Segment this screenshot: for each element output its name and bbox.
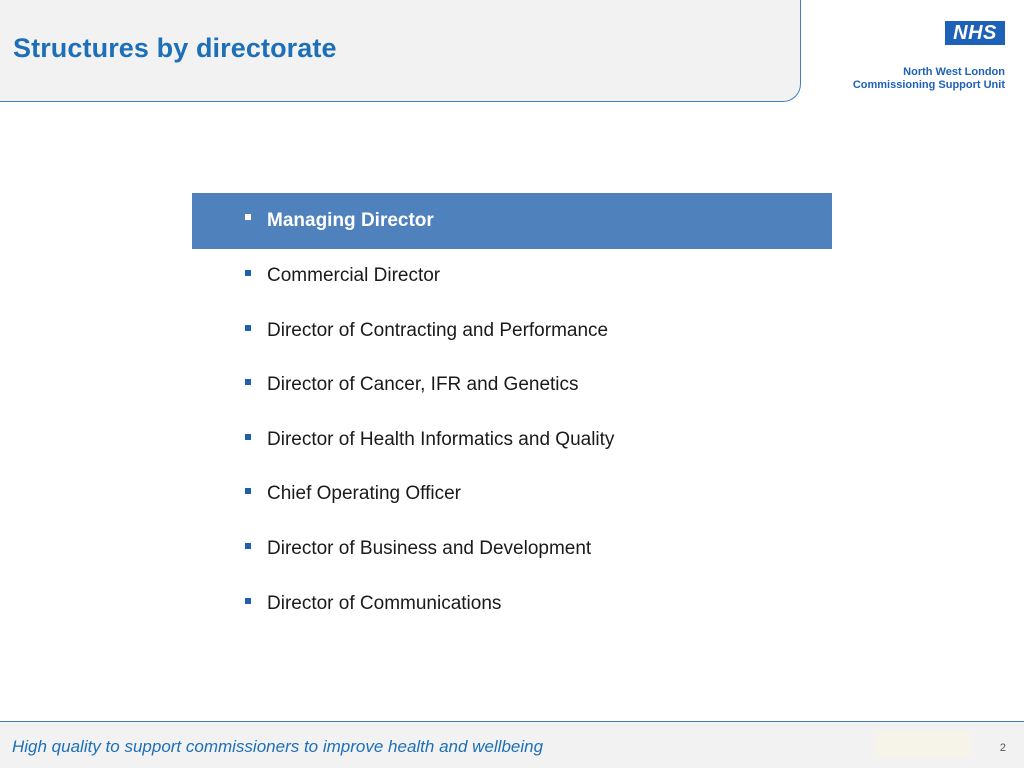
nhs-logo: NHS	[945, 21, 1005, 45]
directorate-label: Director of Cancer, IFR and Genetics	[267, 374, 579, 396]
bullet-icon	[245, 379, 251, 385]
directorate-item-business-development[interactable]	[192, 522, 832, 577]
footer-placeholder-box	[876, 731, 971, 757]
bullet-icon	[245, 434, 251, 440]
bullet-icon	[245, 488, 251, 494]
directorate-label: Commercial Director	[267, 265, 441, 286]
directorate-label: Managing Director	[267, 210, 434, 231]
bullet-icon	[245, 270, 251, 276]
page-title: Structures by directorate	[13, 33, 337, 63]
header-panel	[0, 0, 801, 102]
directorate-label: Director of Contracting and Performance	[267, 319, 609, 341]
directorate-item-communications[interactable]	[192, 577, 832, 632]
bullet-icon	[245, 214, 251, 220]
footer-bar	[0, 721, 1024, 768]
bullet-icon	[245, 598, 251, 604]
org-name-line-2: Commissioning Support Unit	[852, 79, 1005, 91]
directorate-list	[192, 193, 832, 631]
directorate-label: Director of Communications	[267, 592, 502, 614]
bullet-icon	[245, 543, 251, 549]
directorate-item-cancer-ifr-genetics[interactable]	[192, 358, 832, 413]
directorate-item-managing-director[interactable]	[192, 193, 832, 249]
directorate-label: Chief Operating Officer	[267, 483, 461, 505]
directorate-item-health-informatics-quality[interactable]	[192, 413, 832, 468]
directorate-item-contracting-performance[interactable]	[192, 304, 832, 359]
bullet-icon	[245, 325, 251, 331]
directorate-item-chief-operating-officer[interactable]	[192, 467, 832, 522]
directorate-label: Director of Business and Development	[267, 537, 592, 559]
org-name-line-1: North West London	[903, 66, 1005, 78]
directorate-label: Director of Health Informatics and Quality	[267, 428, 615, 450]
footer-tagline: High quality to support commissioners to improve health and wellbeing	[12, 737, 544, 756]
page-number: 2	[999, 742, 1006, 754]
directorate-item-commercial-director[interactable]	[192, 249, 832, 304]
